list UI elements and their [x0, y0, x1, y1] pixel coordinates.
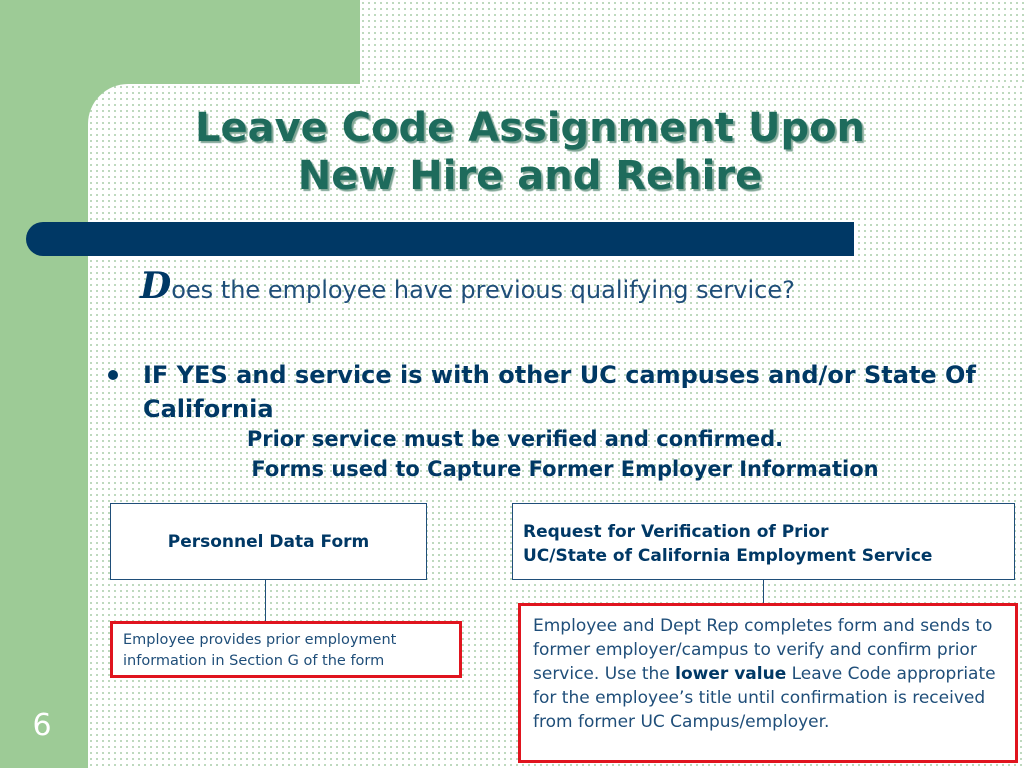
bullet-dot-icon [108, 370, 118, 380]
slide-number: 6 [32, 708, 52, 743]
connector-right [763, 580, 764, 603]
note-request-verification [518, 603, 1018, 763]
slide-title-line-2: New Hire and Rehire [297, 153, 763, 199]
title-divider-bar [26, 222, 854, 256]
slide-title [100, 104, 960, 200]
note-right-text-2: Leave Code appropriate for the employee’s title until confirmation is received from former UC Campus/employer. [533, 664, 996, 732]
slide-title-line-1: Leave Code Assignment Upon [194, 105, 866, 151]
personnel-data-form-box [110, 503, 427, 580]
background-panel-top [360, 0, 1024, 84]
request-verification-box [512, 503, 1015, 580]
connector-left [265, 580, 266, 621]
question-dropcap: D [140, 265, 172, 307]
bullet-yes-condition: IF YES and service is with other UC campuses and/or State Of California [143, 361, 976, 423]
verification-note: Prior service must be verified and confirmed. [246, 427, 784, 451]
question-rest: oes the employee have previous qualifying service? [171, 276, 795, 304]
forms-heading: Forms used to Capture Former Employer Information [251, 457, 879, 481]
personnel-data-form-label: Personnel Data Form [167, 531, 370, 552]
note-right-bold: lower value [675, 664, 787, 684]
note-right-text-1: Employee and Dept Rep completes form and sends to former employer/campus to verify and confirm prior service. Use the [533, 616, 993, 684]
request-verification-line-1: Request for Verification of Prior [523, 522, 829, 542]
request-verification-line-2: UC/State of California Employment Service [523, 546, 933, 566]
note-personnel-form: Employee provides prior employment information in Section G of the form [110, 621, 462, 678]
question-text [140, 266, 940, 310]
